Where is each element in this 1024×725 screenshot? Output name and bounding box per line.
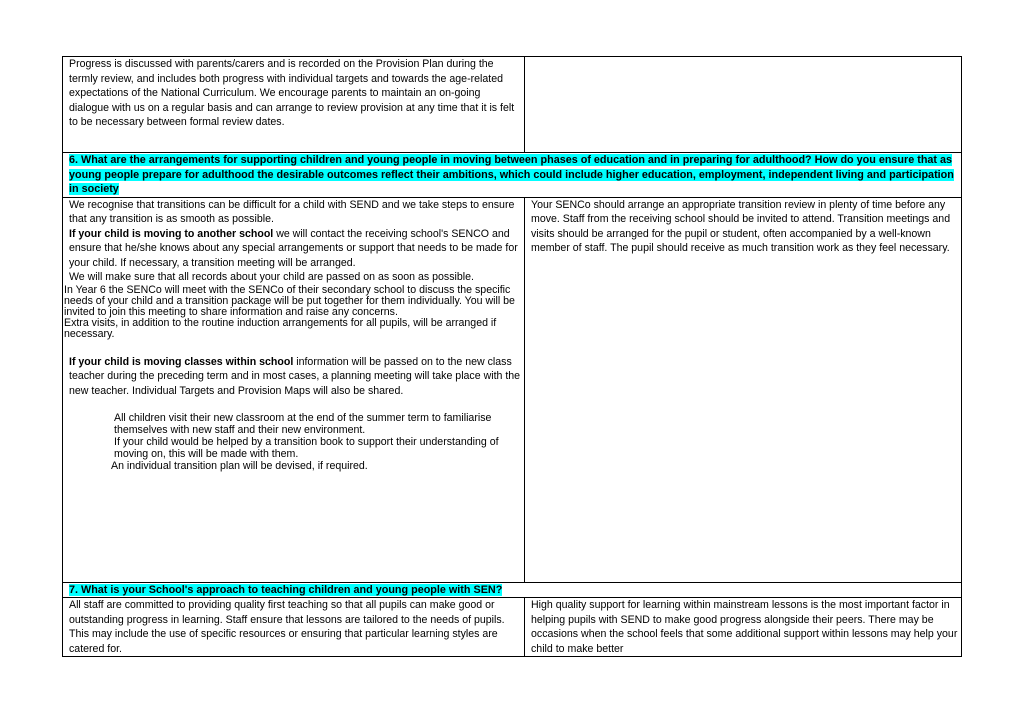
- spacer: [69, 341, 521, 355]
- transition-plan-paragraph: An individual transition plan will be devised, if required.: [111, 460, 368, 473]
- teaching-row: [63, 598, 962, 657]
- question-7-cell: [63, 582, 962, 598]
- records-paragraph: We will make sure that all records about your child are passed on as soon as possible.: [69, 271, 474, 283]
- teaching-right-cell: [525, 598, 962, 657]
- transition-book-paragraph: If your child would be helped by a transition book to support their understanding of moving on, this will be made with them.: [114, 436, 499, 461]
- transition-row: [63, 197, 962, 582]
- question-6-heading: 6. What are the arrangements for supporting children and young people in moving between phases of education and in preparing for adulthood? How do you ensure that as young people prepare for adulthood the desirable outcomes reflect their ambitions, which could include higher education, employment, independent living and participation in society: [69, 154, 954, 195]
- progress-paragraph: Progress is discussed with parents/carers and is recorded on the Provision Plan during the termly review, and includes both progress with individual targets and towards the age-related expectations of the National Curriculum. We encourage parents to maintain an on-going dialogue with us on a regular basis and can arrange to review provision at any time that it is felt to be necessary between formal review dates.: [69, 58, 515, 128]
- year6-paragraph: In Year 6 the SENCo will meet with the SENCo of their secondary school to discuss the specific needs of your child and a transition package will be put together for them individually. You will be invited to join this meeting to share information and raise any concerns.: [64, 283, 515, 318]
- transition-review-paragraph: Your SENCo should arrange an appropriate transition review in plenty of time before any move. Staff from the receiving school should be invited to attend. Transition meetings and visits should be arranged for the pupil or student, often accompanied by a well-known member of staff. The pupil should receive as much transition work as they feel necessary.: [531, 198, 951, 254]
- progress-row: [63, 57, 962, 153]
- question-7-row: [63, 582, 962, 598]
- moving-classes-paragraph: [69, 355, 521, 399]
- extra-visits-paragraph: Extra visits, in addition to the routine induction arrangements for all pupils, will be arranged if necessary.: [64, 317, 497, 341]
- another-school-text: we will contact the receiving school's SENCO and ensure that he/she knows about any special arrangements or support that needs to be made for your child. If necessary, a transition meeting will be arranged.: [69, 227, 518, 269]
- progress-right-cell: [525, 57, 962, 153]
- question-6-cell: [63, 153, 962, 198]
- classroom-visit-paragraph: All children visit their new classroom at the end of the summer term to familiarise themselves with new staff and their new environment.: [114, 412, 492, 437]
- question-7-heading: 7. What is your School's approach to teaching children and young people with SEN?: [69, 583, 503, 596]
- transition-intro: We recognise that transitions can be difficult for a child with SEND and we take steps to ensure that any transition is as smooth as possible.: [69, 198, 515, 225]
- question-6-row: [63, 153, 962, 198]
- spacer: [69, 398, 521, 412]
- quality-teaching-paragraph: All staff are committed to providing quality first teaching so that all pupils can make good or outstanding progress in learning. Staff ensure that lessons are tailored to the needs of pupils. This may include the use of specific resources or ensuring that particular learning styles are catered for.: [69, 599, 505, 655]
- another-school-bold: If your child is moving to another school: [69, 227, 274, 240]
- send-information-table: [62, 56, 962, 657]
- transition-right-cell: [525, 197, 962, 582]
- teaching-left-cell: [63, 598, 525, 657]
- progress-left-cell: [63, 57, 525, 153]
- moving-classes-text: information will be passed on to the new class teacher during the preceding term and in most cases, a planning meeting will take place with the new teacher. Individual Targets and Provision Maps will also be shared.: [69, 355, 521, 397]
- moving-classes-bold: If your child is moving classes within school: [69, 355, 294, 368]
- support-paragraph: High quality support for learning within mainstream lessons is the most important factor in helping pupils with SEND to make good progress alongside their peers. There may be occasions when the school feels that some additional support within lessons may help your child to make better: [531, 599, 958, 655]
- transition-left-cell: [63, 197, 525, 582]
- another-school-paragraph: [69, 227, 521, 271]
